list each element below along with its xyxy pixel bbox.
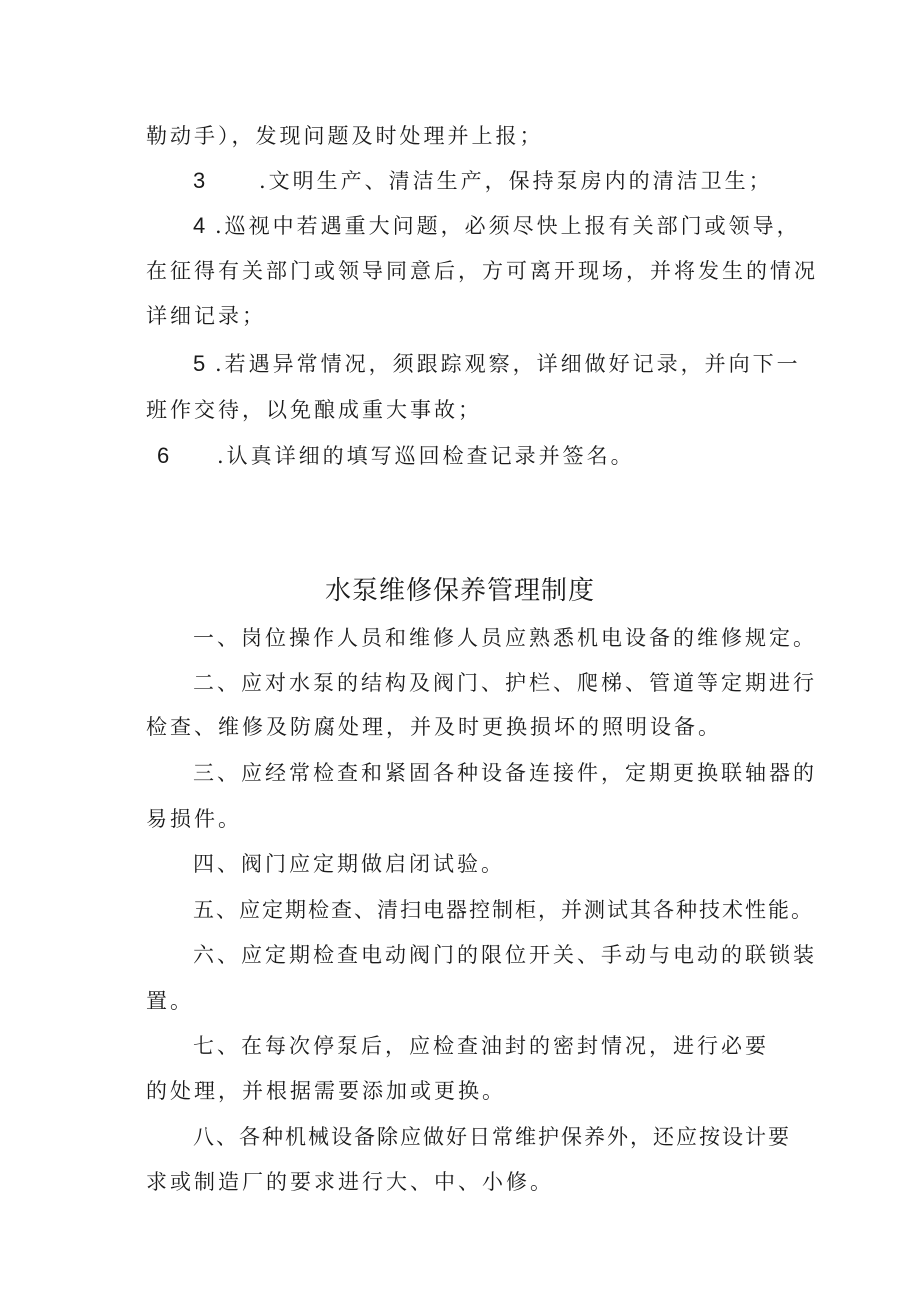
- paragraph-line: 班作交待，以免酿成重大事故；: [146, 398, 482, 422]
- list-item-4: [193, 213, 801, 239]
- regulation-line: 一、岗位操作人员和维修人员应熟悉机电设备的维修规定。: [193, 626, 817, 650]
- regulation-line: 八、各种机械设备除应做好日常维护保养外，还应按设计要: [193, 1125, 791, 1149]
- item-number: 6: [157, 443, 170, 468]
- list-item-6: [157, 443, 635, 469]
- item-text: .巡视中若遇重大问题，必须尽快上报有关部门或领导，: [214, 214, 801, 238]
- item-text: .认真详细的填写巡回检查记录并签名。: [216, 444, 635, 468]
- item-text: .文明生产、清洁生产，保持泵房内的清洁卫生；: [258, 169, 773, 193]
- regulation-line: 四、阀门应定期做启闭试验。: [193, 852, 505, 876]
- list-item-5: [193, 351, 801, 377]
- paragraph-line: 详细记录；: [146, 304, 266, 328]
- paragraph-line: 勒动手），发现问题及时处理并上报；: [146, 124, 544, 148]
- regulation-line: 六、应定期检查电动阀门的限位开关、手动与电动的联锁装: [193, 943, 817, 967]
- item-number: 4: [193, 213, 206, 238]
- regulation-line: 求或制造厂的要求进行大、中、小修。: [146, 1170, 554, 1194]
- section-title: 水泵维修保养管理制度: [324, 576, 595, 606]
- regulation-line: 二、应对水泵的结构及阀门、护栏、爬梯、管道等定期进行: [193, 671, 817, 695]
- regulation-line: 三、应经常检查和紧固各种设备连接件，定期更换联轴器的: [193, 761, 817, 785]
- regulation-line: 置。: [146, 989, 194, 1013]
- item-number: 5: [193, 351, 206, 376]
- item-number: 3: [193, 168, 206, 193]
- regulation-line: 五、应定期检查、清扫电器控制柜，并测试其各种技术性能。: [193, 898, 814, 922]
- regulation-line: 七、在每次停泵后，应检查油封的密封情况，进行必要: [193, 1034, 769, 1058]
- regulation-line: 易损件。: [146, 807, 242, 831]
- regulation-line: 检查、维修及防腐处理，并及时更换损坏的照明设备。: [146, 715, 722, 739]
- list-item-3: [193, 168, 773, 194]
- regulation-line: 的处理，并根据需要添加或更换。: [146, 1079, 506, 1103]
- item-text: .若遇异常情况，须跟踪观察，详细做好记录，并向下一: [214, 352, 801, 376]
- paragraph-line: 在征得有关部门或领导同意后，方可离开现场，并将发生的情况: [146, 259, 818, 283]
